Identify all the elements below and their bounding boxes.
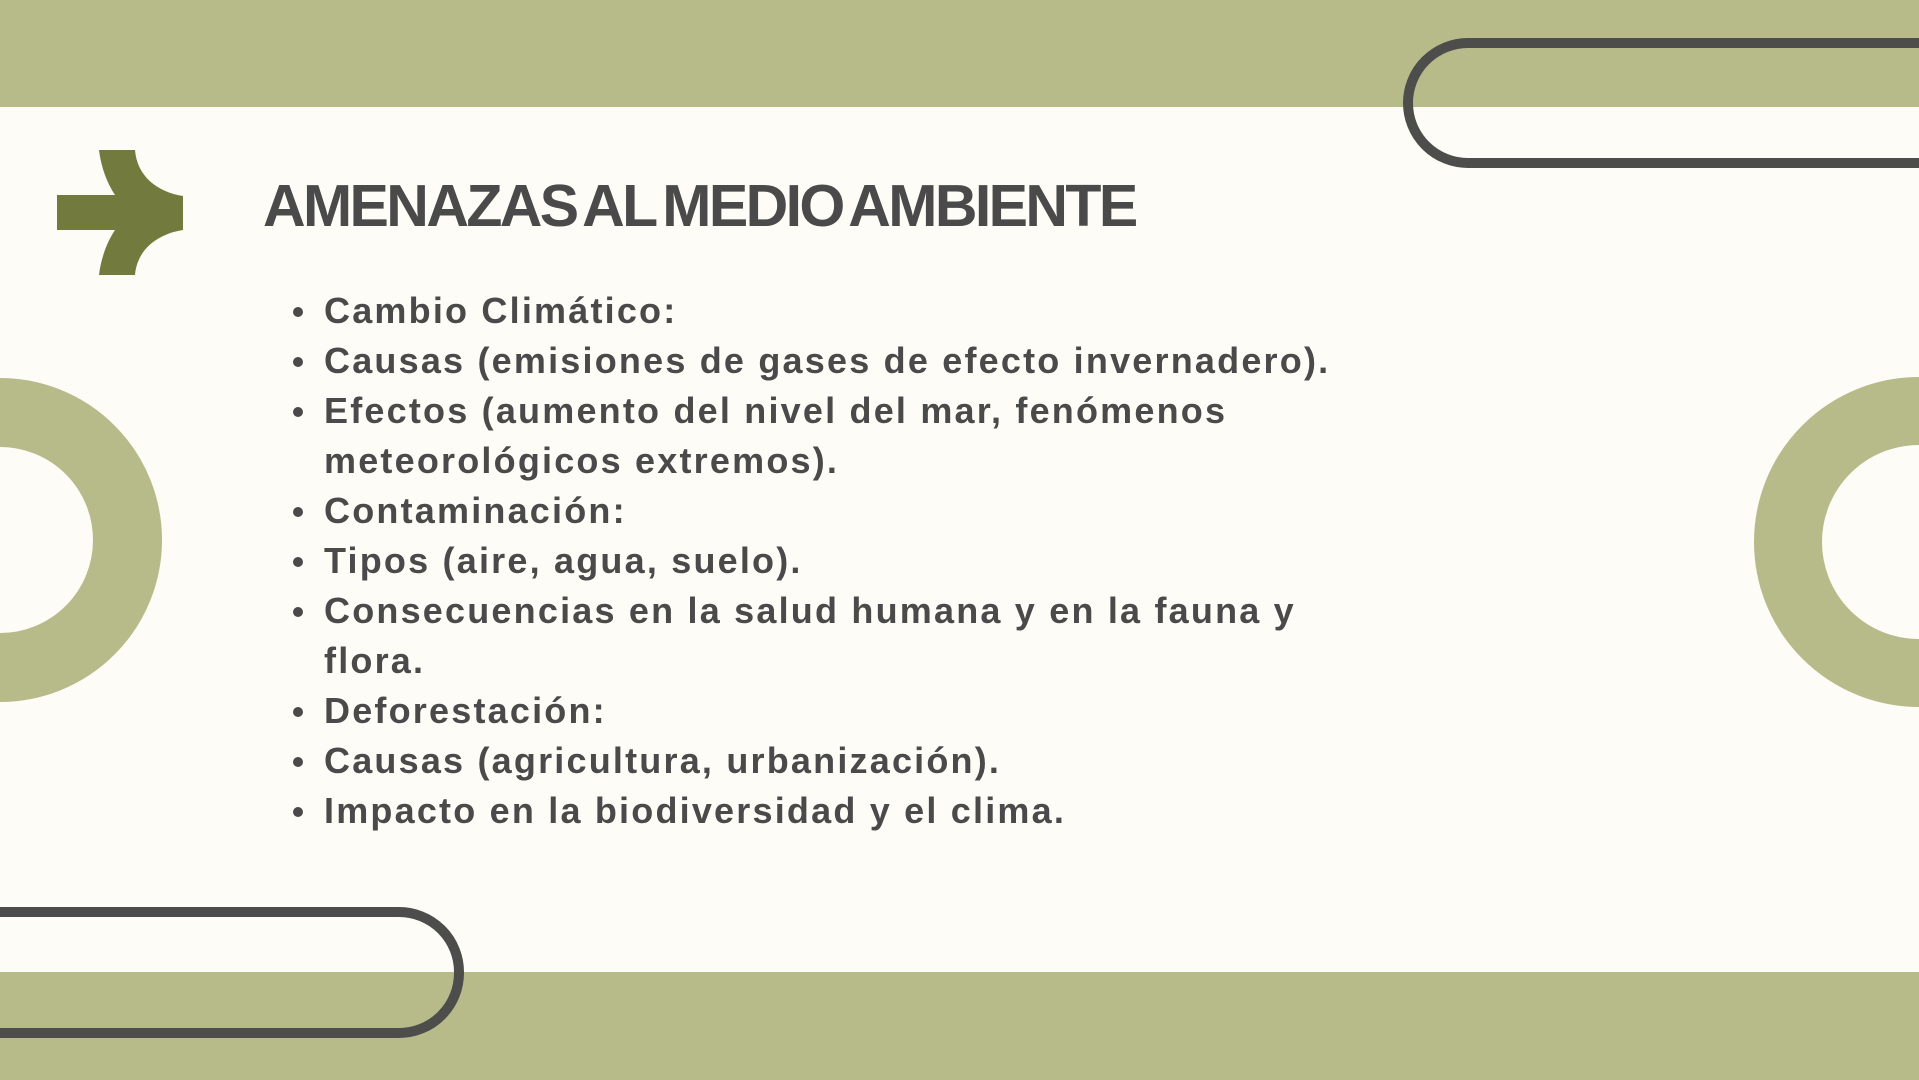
list-item-text: Consecuencias en la salud humana y en la fauna y flora. [324, 590, 1296, 681]
list-item [293, 586, 1333, 686]
list-item-text: Cambio Climático: [324, 290, 678, 331]
list-item [293, 786, 1333, 836]
left-ring-decoration [0, 378, 162, 702]
list-item-text: Tipos (aire, agua, suelo). [324, 540, 803, 581]
bullet-dot [293, 807, 303, 817]
list-item-text: Efectos (aumento del nivel del mar, fenómenos meteorológicos extremos). [324, 390, 1228, 481]
bullet-dot [293, 607, 303, 617]
list-item-text: Deforestación: [324, 690, 607, 731]
list-item [293, 686, 1333, 736]
list-item [293, 486, 1333, 536]
list-item-text: Contaminación: [324, 490, 627, 531]
list-item [293, 736, 1333, 786]
arrow-right-icon [57, 150, 183, 275]
bullet-dot [293, 407, 303, 417]
list-item [293, 286, 1333, 336]
list-item [293, 536, 1333, 586]
bullet-dot [293, 707, 303, 717]
slide-title: AMENAZAS AL MEDIO AMBIENTE [263, 173, 1136, 239]
list-item-text: Impacto en la biodiversidad y el clima. [324, 790, 1067, 831]
bullet-list [293, 286, 1333, 836]
bullet-dot [293, 507, 303, 517]
right-ring-decoration [1754, 377, 1919, 707]
list-item-text: Causas (emisiones de gases de efecto invernadero). [324, 340, 1331, 381]
top-right-pill-outline [1403, 38, 1919, 168]
list-item [293, 386, 1333, 486]
bottom-left-pill-outline [0, 907, 464, 1038]
bullet-dot [293, 357, 303, 367]
bullet-dot [293, 307, 303, 317]
list-item-text: Causas (agricultura, urbanización). [324, 740, 1002, 781]
bullet-dot [293, 557, 303, 567]
bullet-dot [293, 757, 303, 767]
list-item [293, 336, 1333, 386]
